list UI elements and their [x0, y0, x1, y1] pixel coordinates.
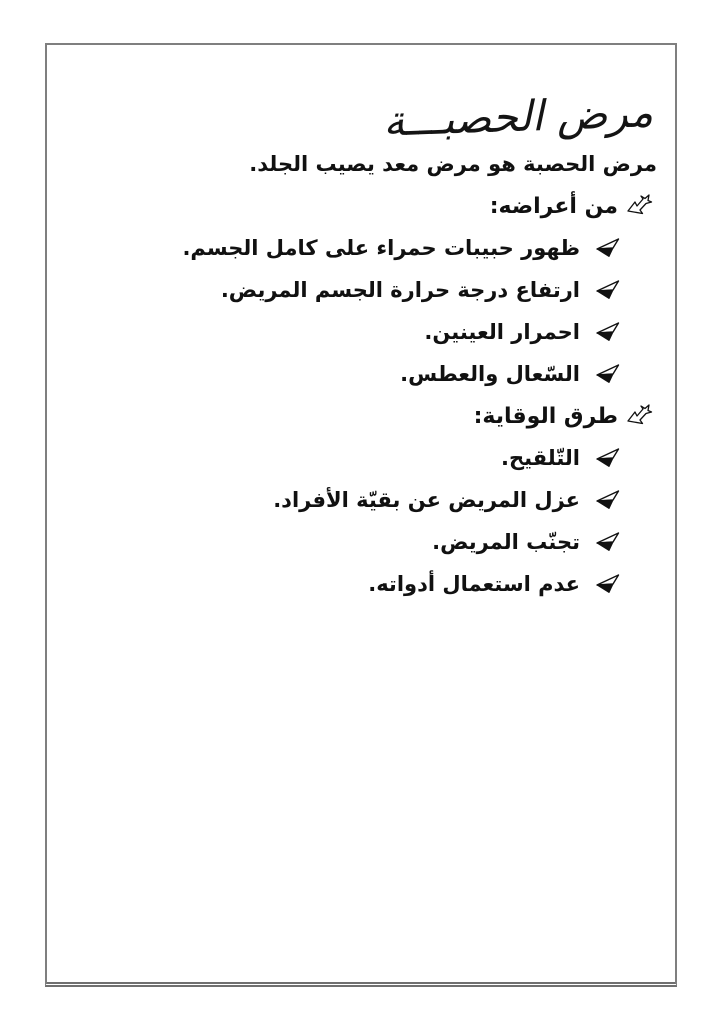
arrowhead-left-icon — [596, 574, 621, 594]
list-item-text: احمرار العينين. — [424, 320, 580, 344]
list-item — [71, 360, 659, 388]
arrowhead-left-icon — [596, 364, 621, 384]
section-heading-text: من أعراضه: — [489, 193, 618, 219]
list-item-text: ارتفاع درجة حرارة الجسم المريض. — [220, 278, 580, 302]
section-heading-prevention — [71, 402, 659, 430]
list-item-text: عزل المريض عن بقيّة الأفراد. — [273, 488, 580, 512]
section-heading-text: طرق الوقاية: — [473, 403, 618, 429]
list-item-text: التّلقيح. — [500, 446, 580, 470]
arrowhead-left-icon — [596, 490, 621, 510]
list-item — [71, 444, 659, 472]
page-border-frame — [45, 43, 677, 987]
list-item-text: السّعال والعطس. — [400, 362, 580, 386]
ribbon-arrow-left-icon — [626, 194, 653, 218]
arrowhead-left-icon — [596, 448, 621, 468]
list-item — [71, 570, 659, 598]
list-item — [71, 234, 659, 262]
list-item-text: عدم استعمال أدواته. — [368, 572, 580, 596]
list-item — [71, 276, 659, 304]
arrowhead-left-icon — [596, 280, 621, 300]
list-item — [71, 318, 659, 346]
list-item-text: تجنّب المريض. — [432, 530, 580, 554]
page-content — [47, 45, 675, 598]
ribbon-arrow-left-icon — [626, 404, 653, 428]
arrowhead-left-icon — [596, 322, 621, 342]
arrowhead-left-icon — [596, 532, 621, 552]
arrowhead-left-icon — [596, 238, 621, 258]
list-item — [71, 486, 659, 514]
intro-paragraph — [71, 150, 659, 178]
page-title: مرض الحصبـــة — [382, 87, 654, 146]
intro-text: مرض الحصبة هو مرض معد يصيب الجلد. — [249, 152, 657, 176]
list-item-text: ظهور حبيبات حمراء على كامل الجسم. — [182, 236, 580, 260]
list-item — [71, 528, 659, 556]
section-heading-symptoms — [71, 192, 659, 220]
